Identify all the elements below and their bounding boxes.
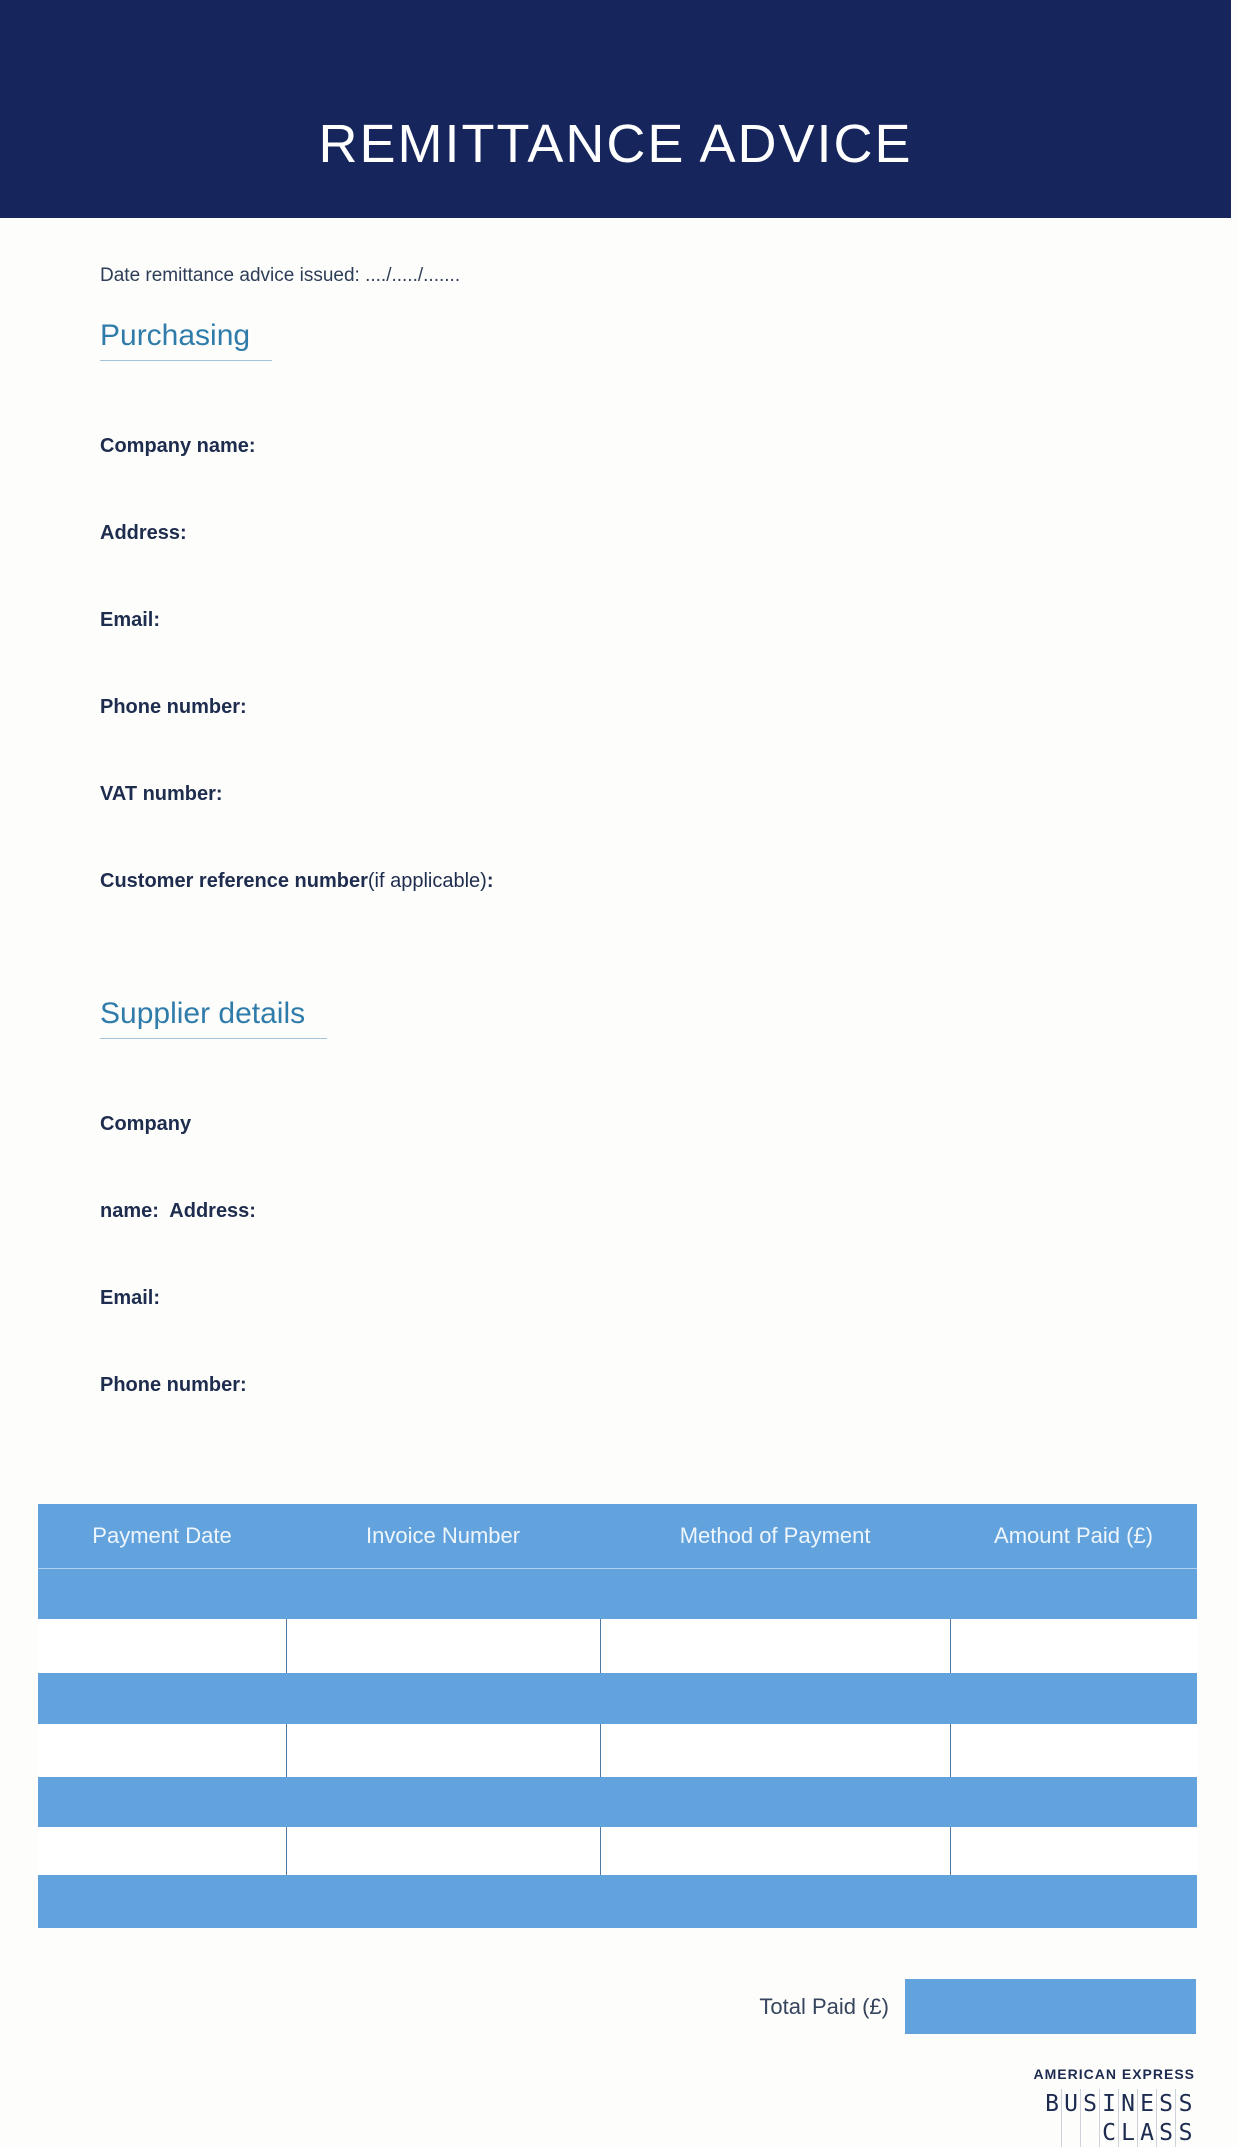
logo-letter: U	[1062, 2089, 1081, 2118]
logo-letter: S	[1157, 2089, 1176, 2118]
payment-date-cell[interactable]	[38, 1827, 286, 1875]
logo-letter	[1043, 2118, 1062, 2147]
table-row-blank	[38, 1619, 1197, 1673]
table-row-blank[interactable]	[38, 1875, 1197, 1928]
phone-number-label: Phone number:	[100, 696, 247, 718]
date-issued-label: Date remittance advice issued:	[100, 265, 366, 286]
date-issued-line	[100, 265, 1237, 287]
column-header-amount-paid: Amount Paid (£)	[994, 1523, 1154, 1548]
payment-date-cell[interactable]	[38, 1724, 286, 1777]
payments-table	[38, 1504, 1197, 1928]
if-applicable-note: (if applicable)	[367, 870, 487, 892]
supplier-company-label: Company	[100, 1113, 192, 1135]
vat-number-label: VAT number:	[100, 783, 223, 805]
logo-letter: I	[1100, 2089, 1119, 2118]
payment-date-cell[interactable]	[38, 1619, 286, 1673]
logo-letter: L	[1119, 2118, 1138, 2147]
logo-letter: N	[1119, 2089, 1138, 2118]
address-label: Address:	[100, 522, 187, 544]
supplier-section	[0, 997, 1237, 1458]
email-label: Email:	[100, 609, 161, 631]
logo-letter: E	[1138, 2089, 1157, 2118]
title-banner	[0, 0, 1231, 218]
logo-letter: B	[1043, 2089, 1062, 2118]
column-header-method-of-payment: Method of Payment	[679, 1523, 871, 1548]
logo-letter	[1081, 2118, 1100, 2147]
table-row-blank[interactable]	[38, 1673, 1197, 1724]
table-row-blank	[38, 1724, 1197, 1777]
table-header-row	[38, 1504, 1197, 1569]
total-paid-row	[0, 1979, 1237, 2034]
supplier-name-address-label: name: Address:	[100, 1200, 256, 1222]
supplier-email-label: Email:	[100, 1287, 161, 1309]
logo-letter: S	[1178, 2090, 1193, 2117]
column-header-invoice-number: Invoice Number	[366, 1523, 521, 1548]
logo-letter: S	[1178, 2119, 1193, 2146]
table-row-blank	[38, 1827, 1197, 1875]
invoice-number-cell[interactable]	[286, 1724, 600, 1777]
amount-paid-cell[interactable]	[950, 1619, 1197, 1673]
method-of-payment-cell[interactable]	[600, 1827, 950, 1875]
table-row-blank[interactable]	[38, 1777, 1197, 1827]
method-of-payment-cell[interactable]	[600, 1724, 950, 1777]
amount-paid-cell[interactable]	[950, 1724, 1197, 1777]
column-header-payment-date: Payment Date	[92, 1523, 232, 1548]
customer-reference-label: Customer reference number(if applicable):	[100, 870, 494, 892]
amount-paid-cell[interactable]	[950, 1827, 1197, 1875]
logo-letter: S	[1157, 2118, 1176, 2147]
supplier-fields	[100, 1052, 1237, 1458]
amex-business-class-logo	[0, 2066, 1237, 2147]
supplier-phone-label: Phone number:	[100, 1374, 247, 1396]
document-title: REMITTANCE ADVICE	[318, 114, 913, 174]
supplier-heading: Supplier details	[100, 997, 327, 1039]
total-paid-box[interactable]	[905, 1979, 1196, 2034]
purchasing-section	[0, 319, 1237, 954]
logo-letter	[1062, 2118, 1081, 2147]
invoice-number-cell[interactable]	[286, 1619, 600, 1673]
logo-letter: S	[1081, 2089, 1100, 2118]
logo-letter: A	[1138, 2118, 1157, 2147]
purchasing-fields	[100, 374, 1237, 954]
business-class-wordmark	[1043, 2089, 1195, 2147]
total-paid-label: Total Paid (£)	[759, 1993, 889, 2019]
invoice-number-cell[interactable]	[286, 1827, 600, 1875]
american-express-wordmark: AMERICAN EXPRESS	[1033, 2066, 1195, 2082]
logo-letter: C	[1100, 2118, 1119, 2147]
method-of-payment-cell[interactable]	[600, 1619, 950, 1673]
company-name-label: Company name:	[100, 435, 256, 457]
date-issued-blank[interactable]: ..../...../.......	[365, 265, 461, 286]
purchasing-heading: Purchasing	[100, 319, 272, 361]
table-row-blank[interactable]	[38, 1569, 1197, 1619]
